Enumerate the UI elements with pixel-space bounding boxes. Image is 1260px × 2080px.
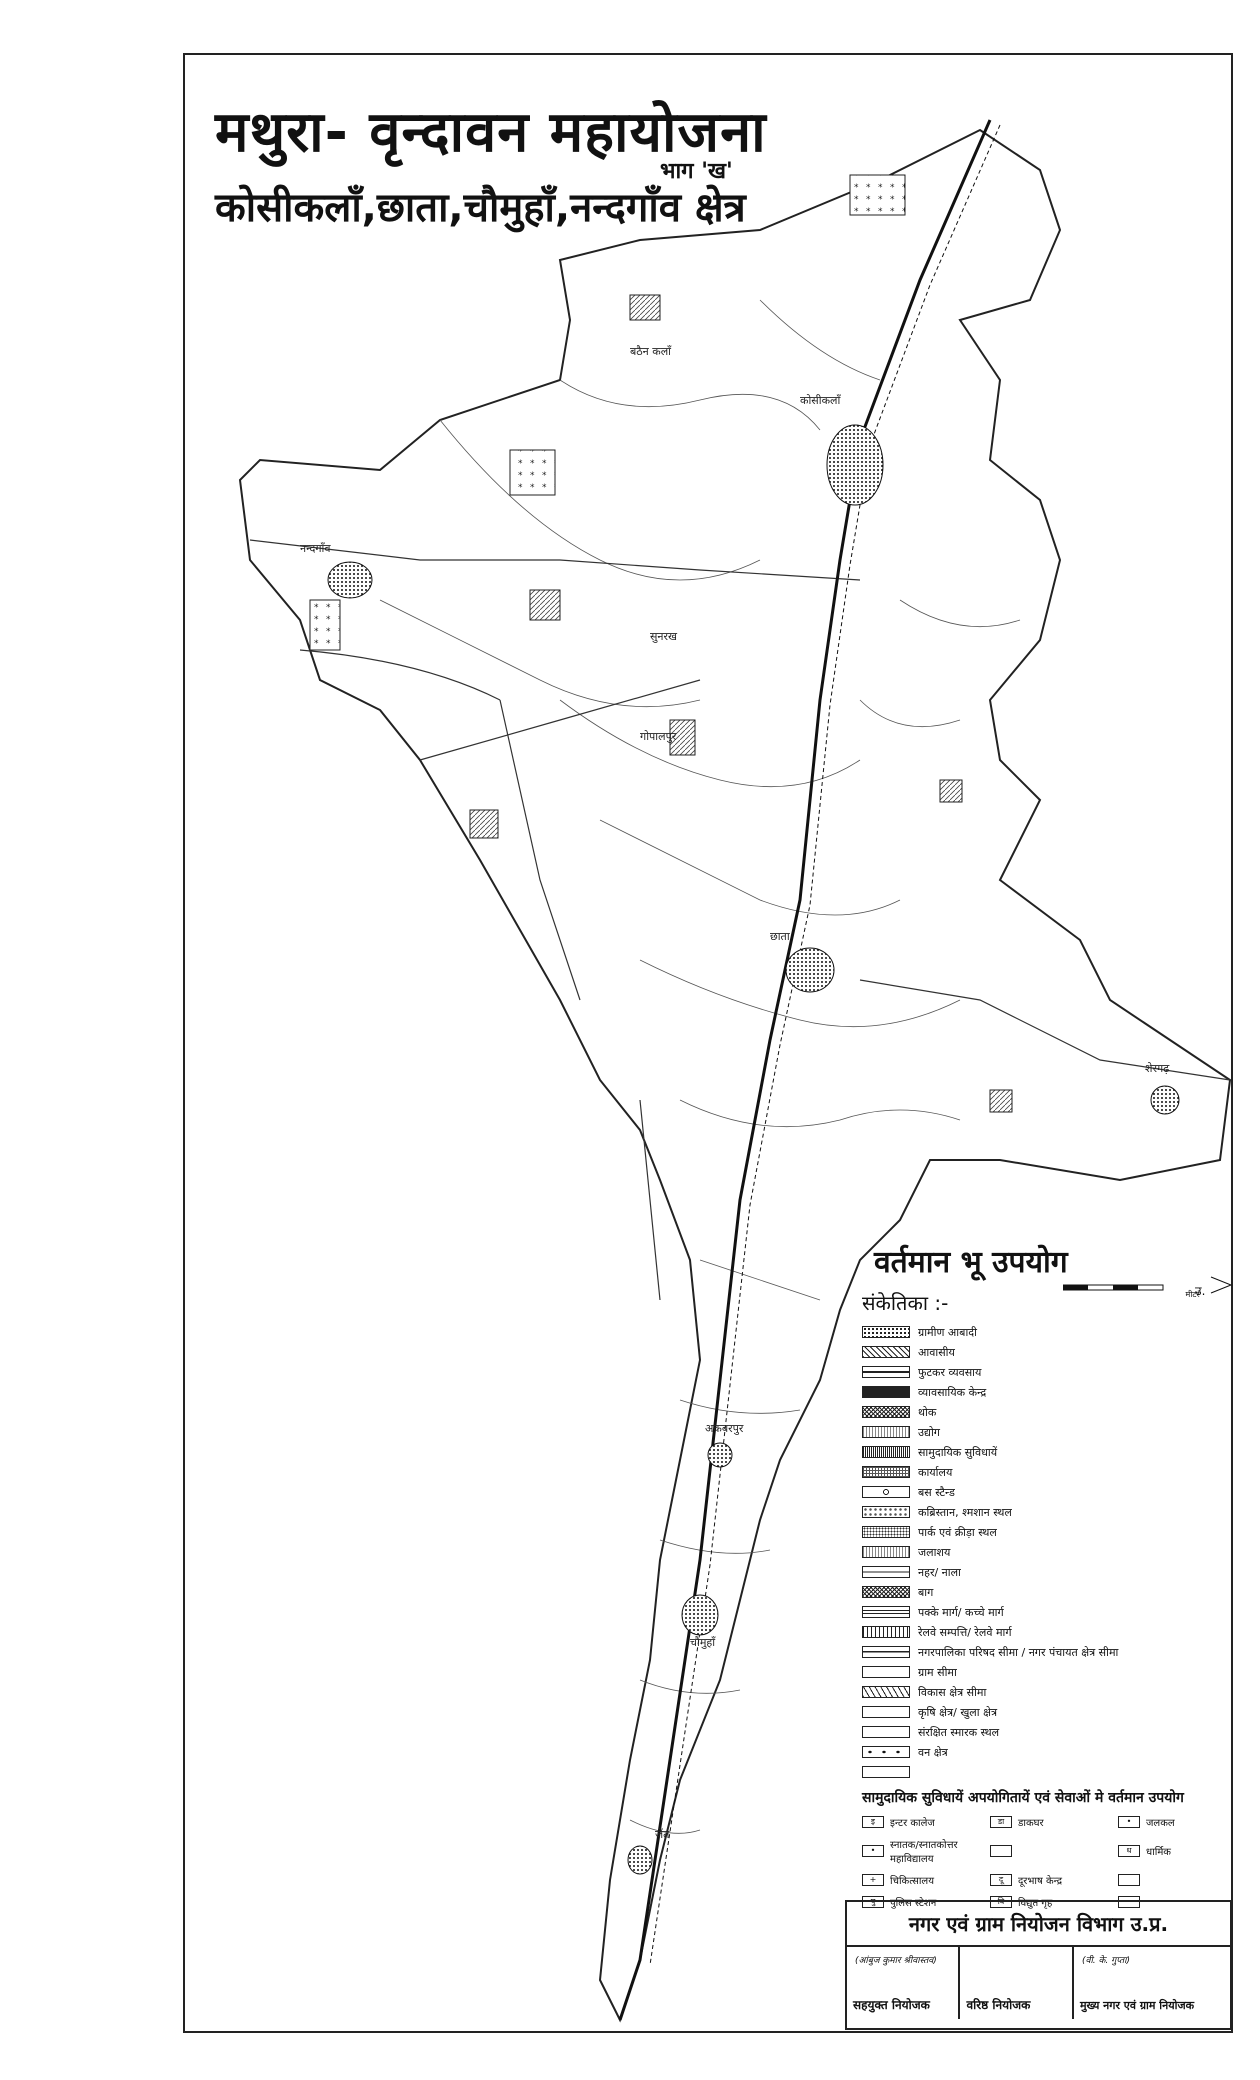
legend-label: संरक्षित स्मारक स्थल [918, 1725, 1000, 1739]
legend-swatch [862, 1386, 910, 1398]
legend-swatch [862, 1706, 910, 1718]
settlement-chhata [786, 948, 834, 992]
legend-label: कृषि क्षेत्र/ खुला क्षेत्र [918, 1705, 998, 1719]
signatory-role: वरिष्ठ नियोजक [966, 1998, 1031, 2012]
village-label: कोसीकलाँ [800, 394, 841, 407]
legend-label: फुटकर व्यवसाय [918, 1365, 982, 1379]
legend-swatch [862, 1726, 910, 1738]
scale-unit: मीटर [1185, 1290, 1200, 1299]
legend-label: बाग [918, 1585, 934, 1599]
legend [862, 1240, 1230, 1909]
legend-item [862, 1402, 1230, 1422]
open-areas [470, 295, 1012, 1112]
legend-label: वन क्षेत्र [918, 1745, 948, 1759]
facilities-title: सामुदायिक सुविधायें अपयोगितायें एवं सेवाओं मे वर्तमान उपयोग [862, 1790, 1184, 1806]
legend-label: कब्रिस्तान, श्मशान स्थल [918, 1505, 1012, 1519]
settlement-kosikalan [827, 425, 883, 505]
village-label: सुनरख [650, 630, 678, 643]
facility-label: डाकघर [1018, 1818, 1044, 1829]
settlement-akbarpur [708, 1443, 732, 1467]
legend-swatch [862, 1506, 910, 1518]
village-label: अकबरपुर [705, 1422, 744, 1435]
legend-label: नगरपालिका परिषद सीमा / नगर पंचायत क्षेत्र सीमा [918, 1645, 1119, 1659]
legend-item [862, 1702, 1230, 1722]
legend-item [862, 1382, 1230, 1402]
facility-label: चिकित्सालय [890, 1876, 934, 1887]
signatory-role: सहयुक्त नियोजक [853, 1998, 930, 2012]
legend-label: नहर/ नाला [918, 1565, 961, 1579]
facility-symbol: इ [862, 1816, 884, 1828]
legend-swatch [862, 1486, 910, 1498]
legend-label: सामुदायिक सुविधायें [918, 1445, 998, 1459]
legend-swatch [862, 1626, 910, 1638]
legend-item [862, 1462, 1230, 1482]
facility-symbol: • [862, 1845, 884, 1857]
legend-item [862, 1542, 1230, 1562]
facility-symbol: पु [862, 1896, 884, 1908]
facility-label: जलकल [1146, 1818, 1175, 1829]
facility-symbol: डा [990, 1816, 1012, 1828]
legend-label: विकास क्षेत्र सीमा [918, 1685, 987, 1699]
legend-item [862, 1322, 1230, 1342]
legend-swatch [862, 1766, 910, 1778]
legend-label: बस स्टैन्ड [918, 1485, 955, 1499]
legend-swatch [862, 1646, 910, 1658]
facility-symbol: वि [990, 1896, 1012, 1908]
legend-label: ग्राम सीमा [918, 1665, 957, 1679]
legend-heading: संकेतिका :- [862, 1291, 949, 1315]
legend-swatch [862, 1446, 910, 1458]
legend-swatch [862, 1466, 910, 1478]
village-label: नन्दगाँव [300, 542, 331, 555]
legend-swatch [862, 1326, 910, 1338]
legend-swatch [862, 1406, 910, 1418]
legend-swatch [862, 1586, 910, 1598]
legend-item [862, 1482, 1230, 1502]
legend-item [862, 1742, 1230, 1762]
legend-swatch [862, 1686, 910, 1698]
legend-label: उद्योग [918, 1425, 940, 1439]
facility-label: पुलिस स्टेशन [890, 1898, 937, 1909]
facility-label: स्नातक/स्नातकोत्तर महाविद्यालय [890, 1840, 958, 1865]
signatory-name: (आंबुज कुमार श्रीवास्तव) [855, 1956, 937, 1966]
facility-label: विद्युत गृह [1018, 1898, 1053, 1909]
legend-swatch [862, 1566, 910, 1578]
settlement-shergarh [1151, 1086, 1179, 1114]
legend-item [862, 1662, 1230, 1682]
signature-associate-planner [847, 1947, 960, 2019]
legend-swatch [862, 1366, 910, 1378]
legend-swatch [862, 1606, 910, 1618]
footer-block [845, 1900, 1232, 2030]
legend-label: आवासीय [918, 1345, 955, 1359]
legend-swatch [862, 1666, 910, 1678]
settlement-nandgaon [328, 562, 372, 598]
legend-swatch [862, 1526, 910, 1538]
legend-swatch [862, 1426, 910, 1438]
village-label: चौमुहाँ [690, 1636, 716, 1649]
legend-item [862, 1642, 1230, 1662]
settlement-jait [628, 1846, 652, 1874]
legend-item [862, 1562, 1230, 1582]
legend-swatch [862, 1346, 910, 1358]
legend-item [862, 1522, 1230, 1542]
village-label: गोपालपुर [640, 730, 677, 743]
facility-symbol: + [862, 1874, 884, 1886]
department-name: नगर एवं ग्राम नियोजन विभाग उ.प्र. [847, 1902, 1230, 1947]
signature-senior-planner [960, 1947, 1073, 2019]
legend-item [862, 1682, 1230, 1702]
village-label: शेरगढ़ [1145, 1062, 1170, 1075]
legend-label: ग्रामीण आबादी [918, 1325, 977, 1339]
legend-label: थोक [918, 1405, 937, 1419]
legend-label: जलाशय [918, 1545, 951, 1559]
forest-areas [310, 175, 905, 650]
legend-swatch [862, 1746, 910, 1758]
signature-chief-planner [1074, 1947, 1230, 2019]
village-label: छाता [770, 930, 790, 943]
map-subtitle: कोसीकलाँ,छाता,चौमुहाँ,नन्दगाँव क्षेत्र [215, 185, 746, 231]
legend-item [862, 1362, 1230, 1382]
north-label: उ. [1195, 1284, 1206, 1298]
legend-label: पार्क एवं क्रीड़ा स्थल [918, 1525, 997, 1539]
legend-label: रेलवे सम्पत्ति/ रेलवे मार्ग [918, 1625, 1012, 1639]
legend-item [862, 1342, 1230, 1362]
facility-label: दूरभाष केन्द्र [1018, 1876, 1063, 1887]
legend-item [862, 1502, 1230, 1522]
legend-item [862, 1622, 1230, 1642]
map-title: मथुरा- वृन्दावन महायोजना [215, 100, 767, 165]
legend-title: वर्तमान भू उपयोग [874, 1245, 1068, 1280]
village-label: जैंत [655, 1828, 670, 1841]
roads [250, 540, 1230, 1300]
signatory-role: मुख्य नगर एवं ग्राम नियोजक [1079, 1999, 1195, 2012]
facility-symbol: ध [1118, 1845, 1140, 1857]
village-label: बठैन कलाँ [630, 345, 672, 358]
legend-item [862, 1582, 1230, 1602]
legend-item [862, 1422, 1230, 1442]
legend-item [862, 1442, 1230, 1462]
legend-label: व्यावसायिक केन्द्र [918, 1385, 987, 1399]
facility-label: धार्मिक [1146, 1847, 1171, 1858]
facility-symbol: • [1118, 1816, 1140, 1828]
facility-label: इन्टर कालेज [890, 1818, 935, 1829]
facility-symbol [1118, 1874, 1140, 1886]
facility-symbol: दू [990, 1874, 1012, 1886]
legend-items [862, 1322, 1230, 1782]
legend-label: कार्यालय [918, 1465, 953, 1479]
settlement-chaumuha [682, 1595, 718, 1635]
legend-item [862, 1762, 1230, 1782]
legend-item [862, 1722, 1230, 1742]
facilities-grid [862, 1815, 1230, 1909]
facility-symbol [990, 1845, 1012, 1857]
legend-label: पक्के मार्ग/ कच्चे मार्ग [918, 1605, 1004, 1619]
map-part: भाग 'ख' [660, 159, 733, 184]
signatory-name: (वी. के. गुप्ता) [1081, 1956, 1130, 1966]
legend-swatch [862, 1546, 910, 1558]
legend-item [862, 1602, 1230, 1622]
